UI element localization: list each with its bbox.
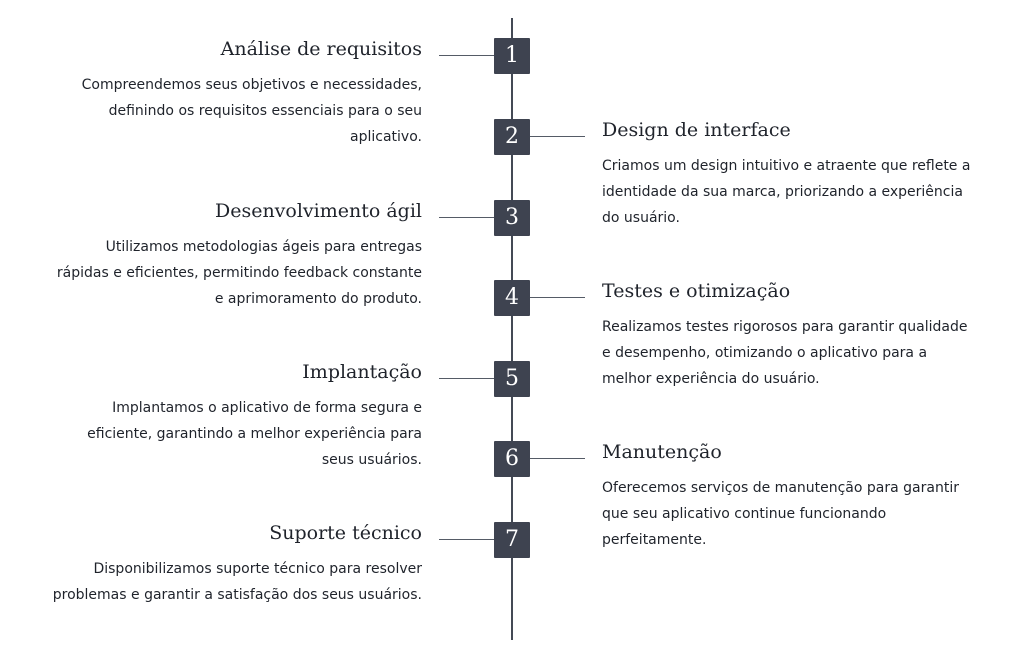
step-number-badge: 2 <box>494 119 530 155</box>
step-connector <box>439 55 494 56</box>
step-connector <box>439 217 494 218</box>
step-title: Desenvolvimento ágil <box>214 200 422 222</box>
step-connector <box>439 539 494 540</box>
step-title: Manutenção <box>602 441 722 463</box>
step-number-badge: 5 <box>494 361 530 397</box>
step-connector <box>530 297 585 298</box>
step-description: Criamos um design intuitivo e atraente que reflete a identidade da sua marca, priorizando a experiência do usuário. <box>602 158 971 226</box>
step-description: Implantamos o aplicativo de forma segura e eficiente, garantindo a melhor experiência para seus usuários. <box>87 400 422 468</box>
step-title: Suporte técnico <box>269 522 422 544</box>
step-number-badge: 4 <box>494 280 530 316</box>
step-description: Utilizamos metodologias ágeis para entregas rápidas e eficientes, permitindo feedback constante e aprimoramento do produto. <box>56 239 422 307</box>
timeline-step-7 <box>0 522 1024 603</box>
step-title: Análise de requisitos <box>220 38 422 60</box>
step-description: Disponibilizamos suporte técnico para resolver problemas e garantir a satisfação dos seus usuários. <box>52 561 422 603</box>
step-description: Oferecemos serviços de manutenção para garantir que seu aplicativo continue funcionando perfeitamente. <box>602 480 959 548</box>
step-number-badge: 7 <box>494 522 530 558</box>
step-connector <box>439 378 494 379</box>
step-connector <box>530 136 585 137</box>
step-number-badge: 6 <box>494 441 530 477</box>
step-description: Realizamos testes rigorosos para garantir qualidade e desempenho, otimizando o aplicativo para a melhor experiência do usuário. <box>602 319 968 387</box>
step-connector <box>530 458 585 459</box>
step-number-badge: 1 <box>494 38 530 74</box>
step-title: Testes e otimização <box>602 280 791 302</box>
step-title: Design de interface <box>602 119 791 141</box>
step-description: Compreendemos seus objetivos e necessidades, definindo os requisitos essenciais para o seu aplicativo. <box>81 77 422 145</box>
step-number-badge: 3 <box>494 200 530 236</box>
step-title: Implantação <box>302 361 422 383</box>
